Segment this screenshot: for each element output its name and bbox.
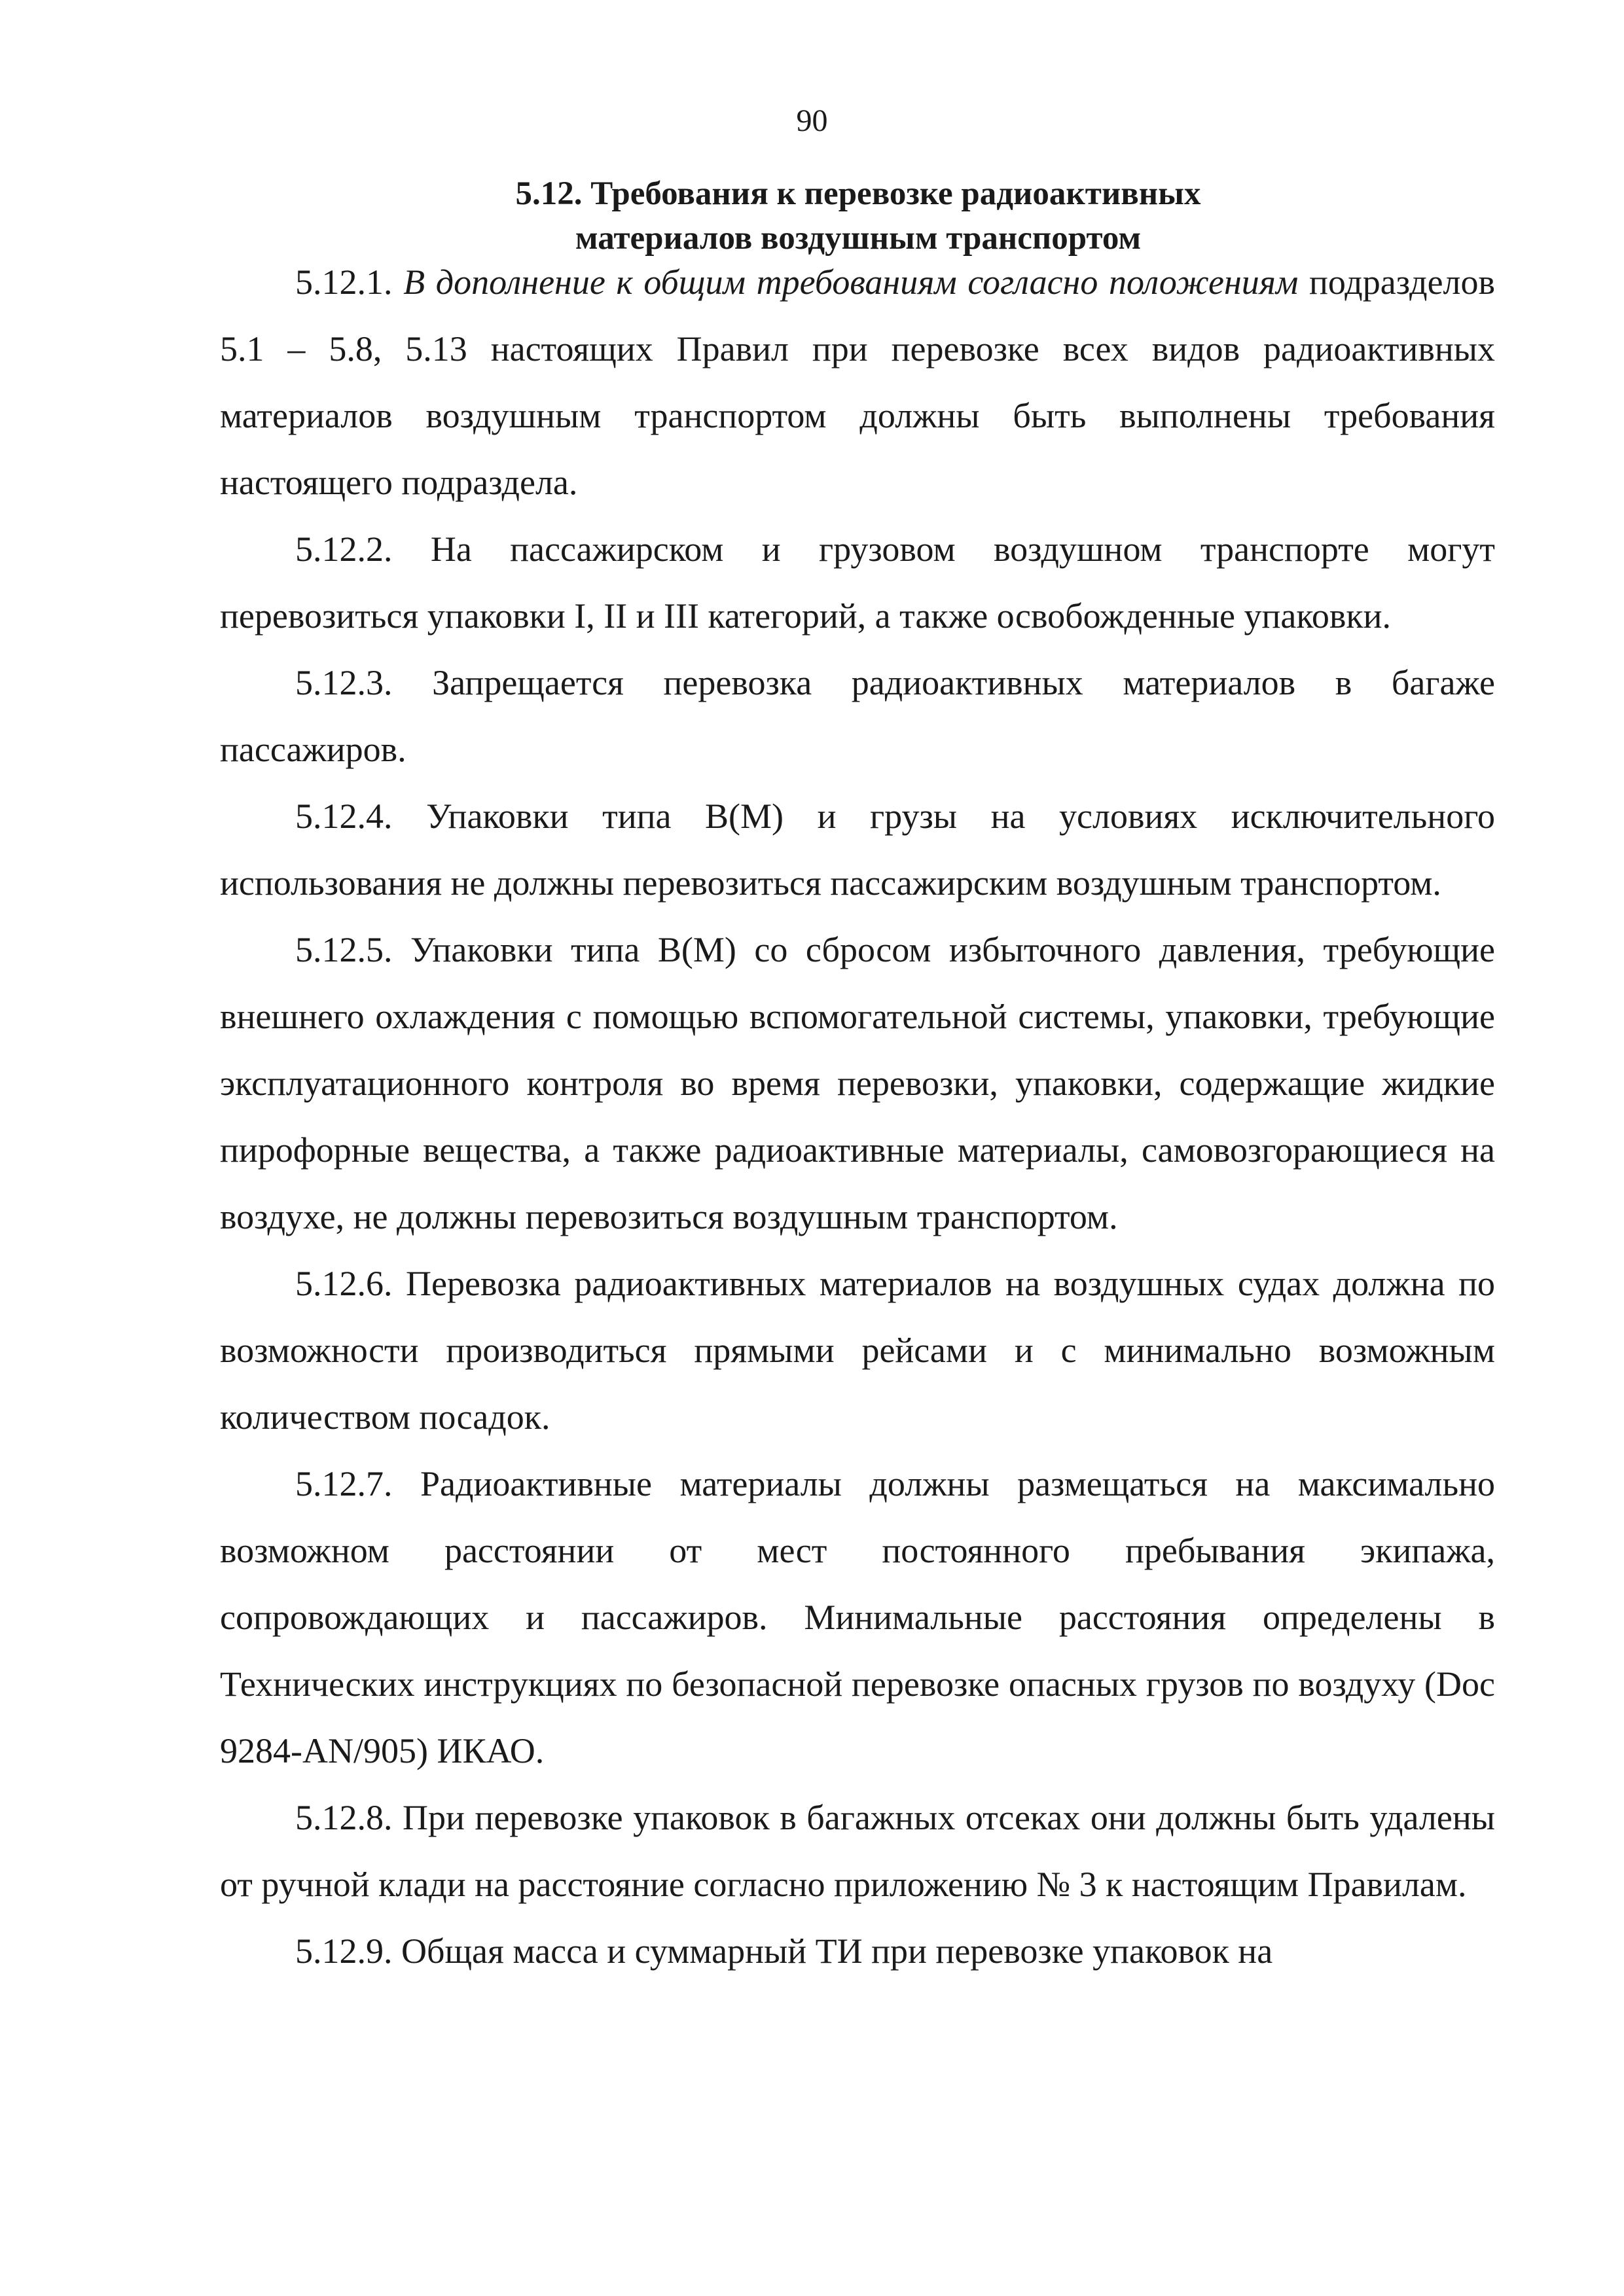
- paragraph-5-12-1: [220, 249, 1495, 516]
- paragraph-text: Перевозка радиоактивных материалов на воздушных судах должна по возможности производиться прямыми рейсами и с минимально возможным количеством посадок.: [220, 1264, 1495, 1437]
- section-title: [223, 171, 1494, 260]
- paragraph-5-12-3: [220, 649, 1495, 783]
- paragraph-number: 5.12.5.: [295, 930, 393, 969]
- document-body: [220, 249, 1495, 1984]
- paragraph-number: 5.12.6.: [295, 1264, 393, 1303]
- paragraph-number: 5.12.8.: [295, 1798, 393, 1837]
- paragraph-text: подразделов 5.1 – 5.8, 5.13 настоящих Правил при перевозке всех видов радиоактивных материалов воздушным транспортом должны быть выполнены требования настоящего подраздела.: [220, 262, 1495, 502]
- page-number: 90: [796, 103, 828, 138]
- paragraph-text: Упаковки типа В(М) и грузы на условиях исключительного использования не должны перевозиться пассажирским воздушным транспортом.: [220, 797, 1495, 903]
- paragraph-number: 5.12.3.: [295, 663, 393, 702]
- paragraph-lead: В дополнение к общим требованиям согласно положениям: [403, 262, 1299, 302]
- paragraph-text: Запрещается перевозка радиоактивных материалов в багаже пассажиров.: [220, 663, 1495, 769]
- paragraph-5-12-7: [220, 1450, 1495, 1784]
- paragraph-5-12-5: [220, 916, 1495, 1250]
- paragraph-5-12-8: [220, 1784, 1495, 1918]
- paragraph-5-12-2: [220, 516, 1495, 649]
- section-title-line-1: 5.12. Требования к перевозке радиоактивных: [515, 175, 1201, 212]
- paragraph-number: 5.12.9.: [295, 1931, 393, 1971]
- paragraph-text: Упаковки типа В(М) со сбросом избыточного давления, требующие внешнего охлаждения с помощью вспомогательной системы, упаковки, требующие эксплуатационного контроля во время перевозки, упаковки, содержащие жидкие пирофорные вещества, а также радиоактивные материалы, самовозгорающиеся на воздухе, не должны перевозиться воздушным транспортом.: [220, 930, 1495, 1236]
- paragraph-number: 5.12.7.: [295, 1464, 393, 1503]
- paragraph-text: Общая масса и суммарный ТИ при перевозке упаковок на: [401, 1931, 1273, 1971]
- paragraph-5-12-9: [220, 1918, 1495, 1984]
- paragraph-5-12-4: [220, 783, 1495, 916]
- section-title-line-2: материалов воздушным транспортом: [575, 220, 1142, 257]
- paragraph-text: При перевозке упаковок в багажных отсеках они должны быть удалены от ручной клади на расстояние согласно приложению № 3 к настоящим Правилам.: [220, 1798, 1496, 1904]
- paragraph-text: На пассажирском и грузовом воздушном транспорте могут перевозиться упаковки I, II и III категорий, а также освобожденные упаковки.: [220, 529, 1496, 636]
- paragraph-5-12-6: [220, 1250, 1495, 1450]
- paragraph-number: 5.12.1.: [295, 262, 393, 302]
- paragraph-text: Радиоактивные материалы должны размещаться на максимально возможном расстоянии от мест постоянного пребывания экипажа, сопровождающих и пассажиров. Минимальные расстояния определены в Технических инструкциях по безопасной перевозке опасных грузов по воздуху (Doc 9284-AN/905) ИКАО.: [220, 1464, 1495, 1770]
- paragraph-number: 5.12.2.: [295, 529, 393, 569]
- paragraph-number: 5.12.4.: [295, 797, 393, 836]
